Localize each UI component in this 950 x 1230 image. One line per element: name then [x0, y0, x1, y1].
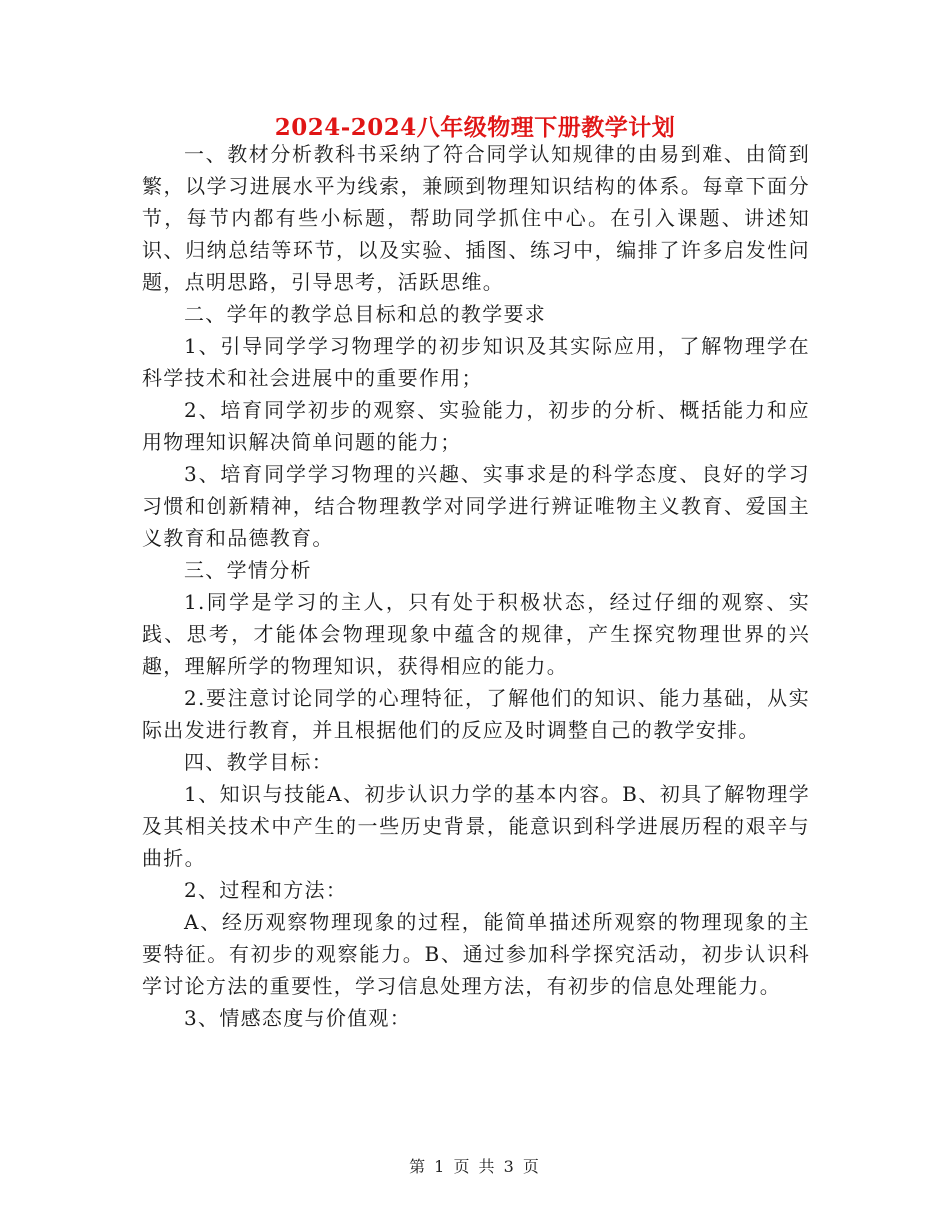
heading-student-analysis: 三、学情分析 [184, 558, 312, 582]
paragraph-student-1: 1.同学是学习的主人，只有处于积极状态，经过仔细的观察、实践、思考，才能体会物理现象中蕴含的规律，产生探究物理世界的兴趣，理解所学的物理知识，获得相应的能力。 [142, 590, 810, 678]
document-title: 2024-2024八年级物理下册教学计划 [274, 114, 676, 141]
paragraph-process-methods: A、经历观察物理现象的过程，能简单描述所观察的物理现象的主要特征。有初步的观察能力。B、通过参加科学探究活动，初步认识科学讨论方法的重要性，学习信息处理方法，有初步的信息处理能力。 [142, 910, 810, 998]
page-number-footer: 第 1 页 共 3 页 [409, 1157, 541, 1176]
paragraph-knowledge-skills: 1、知识与技能A、初步认识力学的基本内容。B、初具了解物理学及其相关技术中产生的一些历史背景，能意识到科学进展历程的艰辛与曲折。 [142, 782, 810, 870]
paragraph-student-2: 2.要注意讨论同学的心理特征，了解他们的知识、能力基础，从实际出发进行教育，并且根据他们的反应及时调整自己的教学安排。 [142, 686, 810, 742]
document-body [142, 138, 810, 1034]
paragraph-goal-1: 1、引导同学学习物理学的初步知识及其实际应用，了解物理学在科学技术和社会进展中的重要作用； [142, 334, 810, 390]
heading-emotion-values: 3、情感态度与价值观： [184, 1006, 412, 1030]
heading-process-methods: 2、过程和方法： [184, 878, 348, 902]
paragraph-textbook-analysis: 一、教材分析教科书采纳了符合同学认知规律的由易到难、由简到繁，以学习进展水平为线索，兼顾到物理知识结构的体系。每章下面分节，每节内都有些小标题，帮助同学抓住中心。在引入课题、讲述知识、归纳总结等环节，以及实验、插图、练习中，编排了许多启发性问题，点明思路，引导思考，活跃思维。 [142, 142, 810, 294]
paragraph-goal-3: 3、培育同学学习物理的兴趣、实事求是的科学态度、良好的学习习惯和创新精神，结合物理教学对同学进行辨证唯物主义教育、爱国主义教育和品德教育。 [142, 462, 810, 550]
heading-overall-goals: 二、学年的教学总目标和总的教学要求 [184, 302, 547, 326]
heading-teaching-objectives: 四、教学目标： [184, 750, 334, 774]
paragraph-goal-2: 2、培育同学初步的观察、实验能力，初步的分析、概括能力和应用物理知识解决简单问题的能力； [142, 398, 810, 454]
